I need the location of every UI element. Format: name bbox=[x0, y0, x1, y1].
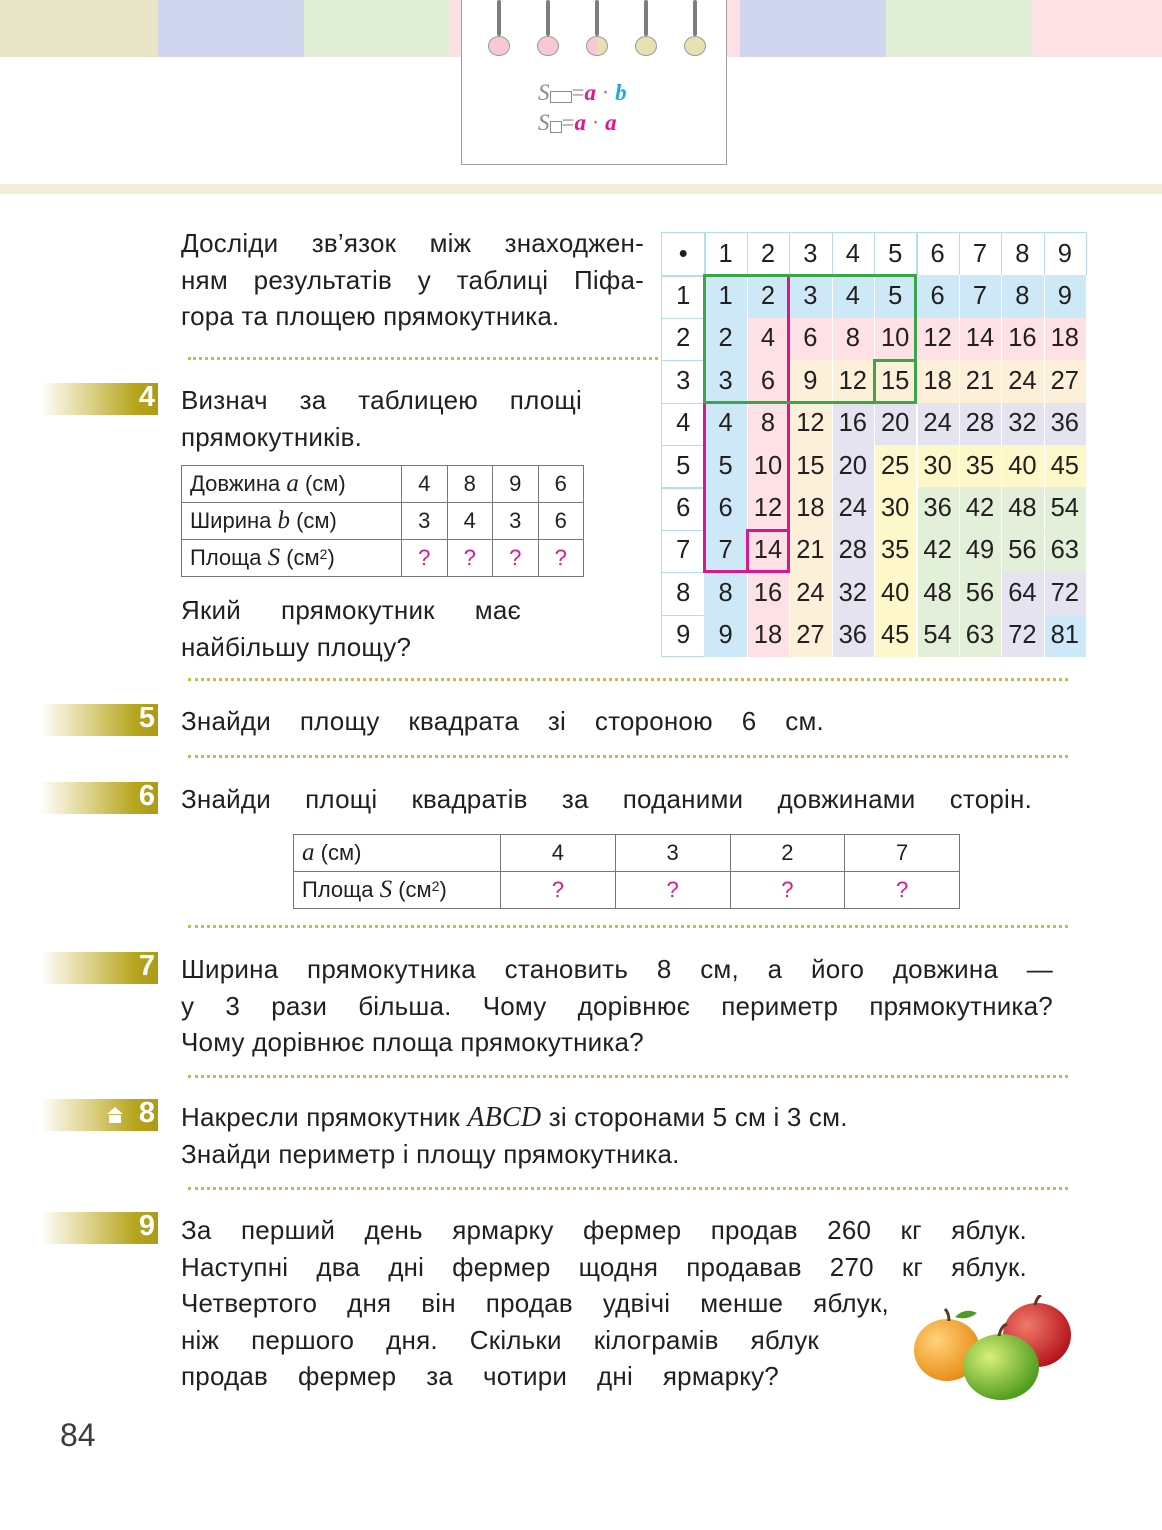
divider bbox=[188, 678, 1068, 681]
product-cell: 10 bbox=[874, 318, 916, 360]
column-header: 9 bbox=[1057, 239, 1072, 268]
table-row: Площа S $(см^2)$ ? ? ? ? bbox=[294, 872, 960, 909]
product-cell: 28 bbox=[832, 530, 874, 572]
product-cell: 12 bbox=[832, 360, 874, 402]
product-cell: 14 bbox=[747, 530, 789, 572]
product-cell: 8 bbox=[704, 572, 746, 614]
product-cell: 20 bbox=[832, 445, 874, 487]
product-cell: 24 bbox=[1001, 360, 1043, 402]
product-cell: 4 bbox=[832, 275, 874, 317]
product-cell: 5 bbox=[704, 445, 746, 487]
row-header: 4 bbox=[676, 409, 691, 438]
product-cell: 12 bbox=[747, 487, 789, 529]
table-row: Площа S $(см^2)$ ? ? ? ? bbox=[182, 540, 584, 577]
row-header: 2 bbox=[676, 324, 691, 353]
column-header: 7 bbox=[972, 239, 988, 268]
product-cell: 2 bbox=[747, 275, 789, 317]
column-header: 5 bbox=[888, 239, 903, 268]
product-cell: 32 bbox=[832, 572, 874, 614]
product-cell: 24 bbox=[832, 487, 874, 529]
product-cell: 3 bbox=[789, 275, 831, 317]
row-header: 9 bbox=[676, 621, 691, 650]
row-header: 6 bbox=[676, 494, 691, 523]
product-cell: 15 bbox=[874, 360, 916, 402]
product-cell: 7 bbox=[959, 275, 1001, 317]
pythagoras-table bbox=[661, 232, 1087, 657]
apples-illustration bbox=[905, 1295, 1080, 1405]
product-cell: 7 bbox=[704, 530, 746, 572]
product-cell: 1 bbox=[704, 275, 746, 317]
product-cell: 64 bbox=[1001, 572, 1043, 614]
task6-table bbox=[293, 834, 960, 909]
product-cell: 12 bbox=[789, 403, 831, 445]
product-cell: 36 bbox=[916, 487, 958, 529]
header-separator bbox=[0, 184, 1162, 194]
divider bbox=[188, 755, 1068, 758]
divider bbox=[188, 925, 1068, 928]
product-cell: 21 bbox=[959, 360, 1001, 402]
product-cell: 9 bbox=[789, 360, 831, 402]
row-header: 1 bbox=[676, 282, 691, 311]
product-cell: 24 bbox=[916, 403, 958, 445]
task8-text: Накресли прямокутник ABCD зі сторонами 5 см і 3 см. Знайди периметр і площу прямокутника. bbox=[181, 1102, 848, 1169]
product-cell: 42 bbox=[916, 530, 958, 572]
product-cell: 36 bbox=[1044, 403, 1086, 445]
divider bbox=[188, 1187, 1068, 1190]
product-cell: 54 bbox=[1044, 487, 1086, 529]
divider bbox=[188, 1075, 1068, 1078]
home-icon bbox=[106, 1106, 124, 1124]
formula-rectangle-area: S =a · b bbox=[538, 80, 627, 105]
formula-notepad bbox=[461, 0, 727, 165]
product-cell: 18 bbox=[789, 487, 831, 529]
formula-square-area: S =a · a bbox=[538, 110, 617, 135]
product-cell: 2 bbox=[704, 318, 746, 360]
product-cell: 45 bbox=[874, 615, 916, 657]
product-cell: 12 bbox=[916, 318, 958, 360]
highlight-frame bbox=[746, 529, 790, 573]
product-cell: 45 bbox=[1044, 445, 1086, 487]
table-row: Ширина b (см) 3 4 3 6 bbox=[182, 503, 584, 540]
product-cell: 81 bbox=[1044, 615, 1086, 657]
product-cell: 9 bbox=[704, 615, 746, 657]
task9-text: За перший день ярмарку фермер продав 260 кг яблук. Наступні два дні фермер щодня продавав 270 кг яблук. Четвертого дня він продав удвічі менше яблук, ніж першого дня. Скільки кілограмів яблук продав фермер за чотири дні ярмарку? bbox=[181, 1215, 1027, 1391]
product-cell: 6 bbox=[704, 487, 746, 529]
product-cell: 56 bbox=[1001, 530, 1043, 572]
task-number-badge: 7 bbox=[40, 952, 158, 984]
task5-text: Знайди площу квадрата зі стороною 6 см. bbox=[181, 706, 824, 736]
product-cell: 63 bbox=[1044, 530, 1086, 572]
product-cell: 27 bbox=[789, 615, 831, 657]
product-cell: 24 bbox=[789, 572, 831, 614]
product-cell: 5 bbox=[874, 275, 916, 317]
product-cell: 8 bbox=[832, 318, 874, 360]
product-cell: 21 bbox=[789, 530, 831, 572]
page-number: 84 bbox=[60, 1417, 96, 1453]
product-cell: 35 bbox=[959, 445, 1001, 487]
row-header: 7 bbox=[676, 536, 691, 565]
product-cell: 40 bbox=[1001, 445, 1043, 487]
product-cell: 15 bbox=[789, 445, 831, 487]
product-cell: 20 bbox=[874, 403, 916, 445]
product-cell: 42 bbox=[959, 487, 1001, 529]
column-header: 6 bbox=[930, 239, 945, 268]
table-corner: • bbox=[678, 239, 688, 268]
product-cell: 56 bbox=[959, 572, 1001, 614]
product-cell: 28 bbox=[959, 403, 1001, 445]
product-cell: 18 bbox=[1044, 318, 1086, 360]
task-number-badge: 6 bbox=[40, 782, 158, 814]
product-cell: 6 bbox=[747, 360, 789, 402]
task4-question: Який прямокутник має найбільшу площу? bbox=[181, 595, 521, 662]
product-cell: 48 bbox=[1001, 487, 1043, 529]
product-cell: 4 bbox=[747, 318, 789, 360]
product-cell: 18 bbox=[747, 615, 789, 657]
product-cell: 30 bbox=[874, 487, 916, 529]
task-number-badge: 5 bbox=[40, 704, 158, 736]
product-cell: 72 bbox=[1001, 615, 1043, 657]
product-cell: 27 bbox=[1044, 360, 1086, 402]
column-header: 1 bbox=[718, 239, 733, 268]
product-cell: 40 bbox=[874, 572, 916, 614]
task-number-badge: 8 bbox=[40, 1099, 158, 1131]
highlight-frame bbox=[873, 359, 917, 403]
product-cell: 72 bbox=[1044, 572, 1086, 614]
product-cell: 25 bbox=[874, 445, 916, 487]
product-cell: 36 bbox=[832, 615, 874, 657]
task7-text: Ширина прямокутника становить 8 см, а його довжина — у 3 рази більша. Чому дорівнює периметр прямокутника? Чому дорівнює площа прямокутника? bbox=[181, 954, 1053, 1057]
task-number-badge: 9 bbox=[40, 1212, 158, 1244]
intro-text: Досліди зв’язок між знаходжен- ням результатів у таблиці Піфа- гора та площею прямокутника. bbox=[181, 228, 644, 331]
task-number-badge: 4 bbox=[40, 383, 158, 415]
product-cell: 6 bbox=[789, 318, 831, 360]
product-cell: 16 bbox=[747, 572, 789, 614]
product-cell: 54 bbox=[916, 615, 958, 657]
product-cell: 4 bbox=[704, 403, 746, 445]
product-cell: 9 bbox=[1044, 275, 1086, 317]
product-cell: 6 bbox=[916, 275, 958, 317]
row-header: 5 bbox=[676, 451, 691, 480]
divider bbox=[188, 357, 658, 360]
product-cell: 49 bbox=[959, 530, 1001, 572]
product-cell: 16 bbox=[832, 403, 874, 445]
column-header: 4 bbox=[845, 239, 860, 268]
product-cell: 10 bbox=[747, 445, 789, 487]
product-cell: 18 bbox=[916, 360, 958, 402]
product-cell: 8 bbox=[1001, 275, 1043, 317]
product-cell: 32 bbox=[1001, 403, 1043, 445]
column-header: 3 bbox=[803, 239, 818, 268]
product-cell: 35 bbox=[874, 530, 916, 572]
row-header: 8 bbox=[676, 578, 691, 607]
product-cell: 30 bbox=[916, 445, 958, 487]
product-cell: 63 bbox=[959, 615, 1001, 657]
product-cell: 8 bbox=[747, 403, 789, 445]
row-header: 3 bbox=[676, 366, 691, 395]
column-header: 8 bbox=[1015, 239, 1030, 268]
product-cell: 16 bbox=[1001, 318, 1043, 360]
column-header: 2 bbox=[760, 239, 776, 268]
task6-text: Знайди площі квадратів за поданими довжинами сторін. bbox=[181, 784, 1032, 814]
product-cell: 14 bbox=[959, 318, 1001, 360]
product-cell: 3 bbox=[704, 360, 746, 402]
product-cell: 48 bbox=[916, 572, 958, 614]
task4-text: Визнач за таблицею площі прямокутників. bbox=[181, 385, 582, 452]
table-row: Довжина a (см) 4 8 9 6 bbox=[182, 466, 584, 503]
task4-table bbox=[181, 465, 584, 577]
table-row: a (см) 4 3 2 7 bbox=[294, 835, 960, 872]
